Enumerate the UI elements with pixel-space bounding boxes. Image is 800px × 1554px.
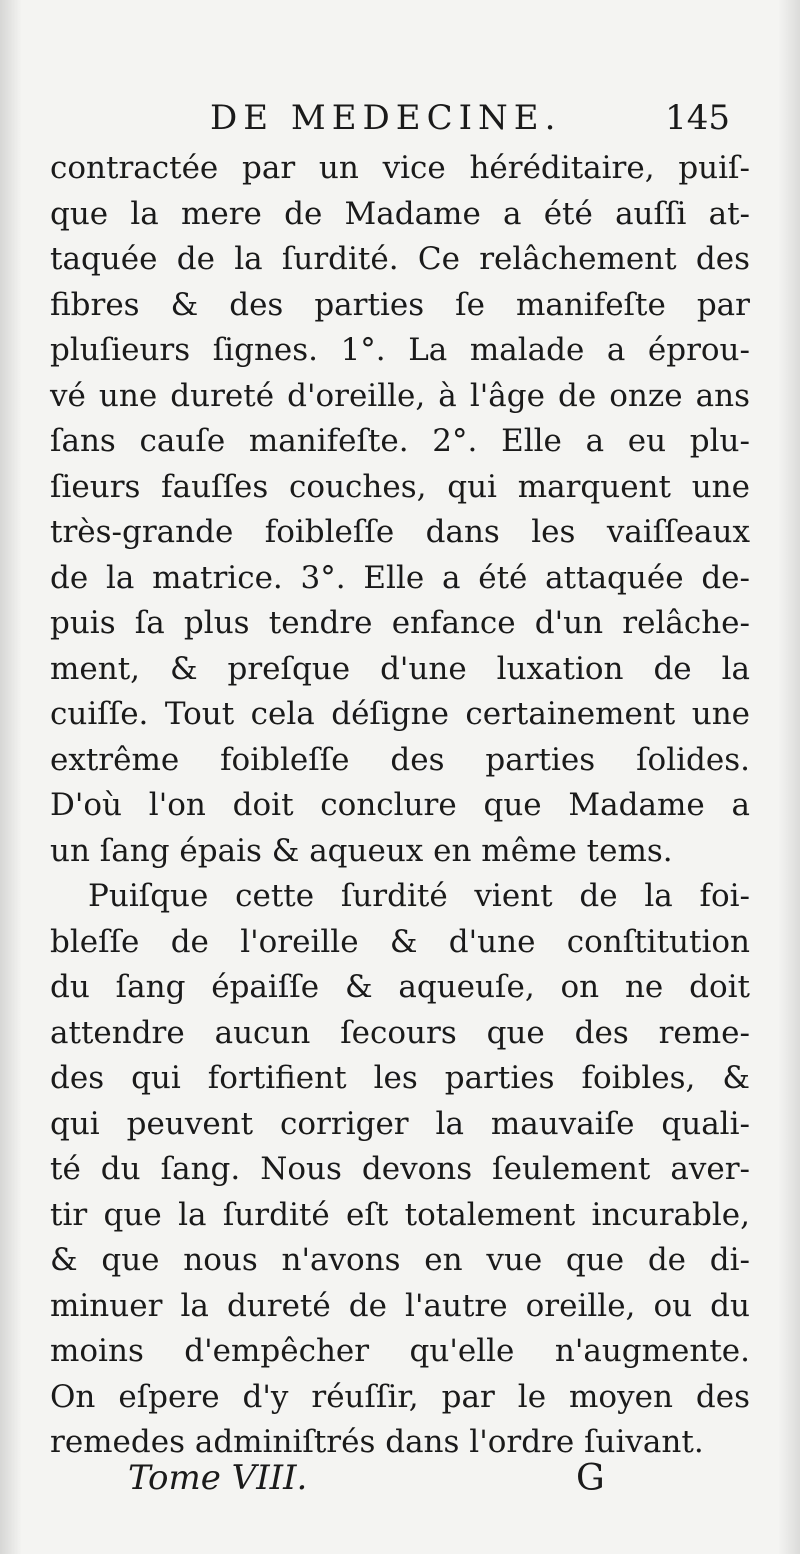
text-line: ſans cauſe manifeſte. 2°. Elle a eu plu- xyxy=(50,423,750,459)
page-header xyxy=(210,98,750,148)
page-left-edge xyxy=(0,0,22,1554)
text-line: des qui fortifient les parties foibles, & xyxy=(50,1060,750,1096)
text-line: bleſſe de l'oreille & d'une conſtitution xyxy=(50,923,750,960)
text-line: ment, & preſque d'une luxation de la xyxy=(50,650,750,687)
text-line: qui peuvent corriger la mauvaiſe quali- xyxy=(50,1105,750,1142)
text-line: taquée de la ſurdité. Ce relâchement des xyxy=(50,241,750,277)
page-right-edge xyxy=(778,0,800,1554)
page-number: 145 xyxy=(665,98,730,138)
text-line: fibres & des parties ſe manifeſte par xyxy=(50,286,750,323)
text-line: & que nous n'avons en vue que de di- xyxy=(50,1242,750,1278)
running-head: DE MEDECINE. xyxy=(210,98,562,138)
text-line: D'où l'on doit conclure que Madame a xyxy=(50,787,750,823)
text-line: té du ſang. Nous devons ſeulement aver- xyxy=(50,1151,750,1187)
text-line: Puiſque cette ſurdité vient de la foi- xyxy=(88,878,750,914)
text-line: remedes adminiſtrés dans l'ordre ſuivant. xyxy=(50,1424,704,1460)
text-line: pluſieurs ſignes. 1°. La malade a éprou- xyxy=(50,332,750,368)
text-line: minuer la dureté de l'autre oreille, ou du xyxy=(50,1287,750,1324)
text-line: attendre aucun ſecours que des reme- xyxy=(50,1014,750,1051)
body-text xyxy=(50,146,750,1466)
text-line: contractée par un vice héréditaire, puiſ- xyxy=(50,150,750,186)
text-line: du ſang épaiſſe & aqueuſe, on ne doit xyxy=(50,969,750,1005)
text-line: cuiſſe. Tout cela déſigne certainement une xyxy=(50,696,750,732)
text-line: très-grande foibleſſe dans les vaiſſeaux xyxy=(50,514,750,550)
text-line: que la mere de Madame a été auſſi at- xyxy=(50,195,750,232)
text-line: puis ſa plus tendre enfance d'un relâche- xyxy=(50,605,750,641)
gathering-signature: G xyxy=(576,1458,605,1499)
text-line: ſieurs fauſſes couches, qui marquent une xyxy=(50,468,750,505)
text-line: extrême foibleſſe des parties ſolides. xyxy=(50,741,750,778)
text-line: moins d'empêcher qu'elle n'augmente. xyxy=(50,1333,750,1369)
text-line: On eſpere d'y réuſſir, par le moyen des xyxy=(50,1378,750,1415)
text-line: vé une dureté d'oreille, à l'âge de onze ans xyxy=(50,377,750,414)
text-line: de la matrice. 3°. Elle a été attaquée de- xyxy=(50,559,750,596)
volume-signature: Tome VIII. xyxy=(128,1458,308,1498)
text-line: un ſang épais & aqueux en même tems. xyxy=(50,832,673,869)
page-footer xyxy=(128,1458,628,1508)
text-line: tir que la ſurdité eſt totalement incurable, xyxy=(50,1196,750,1233)
